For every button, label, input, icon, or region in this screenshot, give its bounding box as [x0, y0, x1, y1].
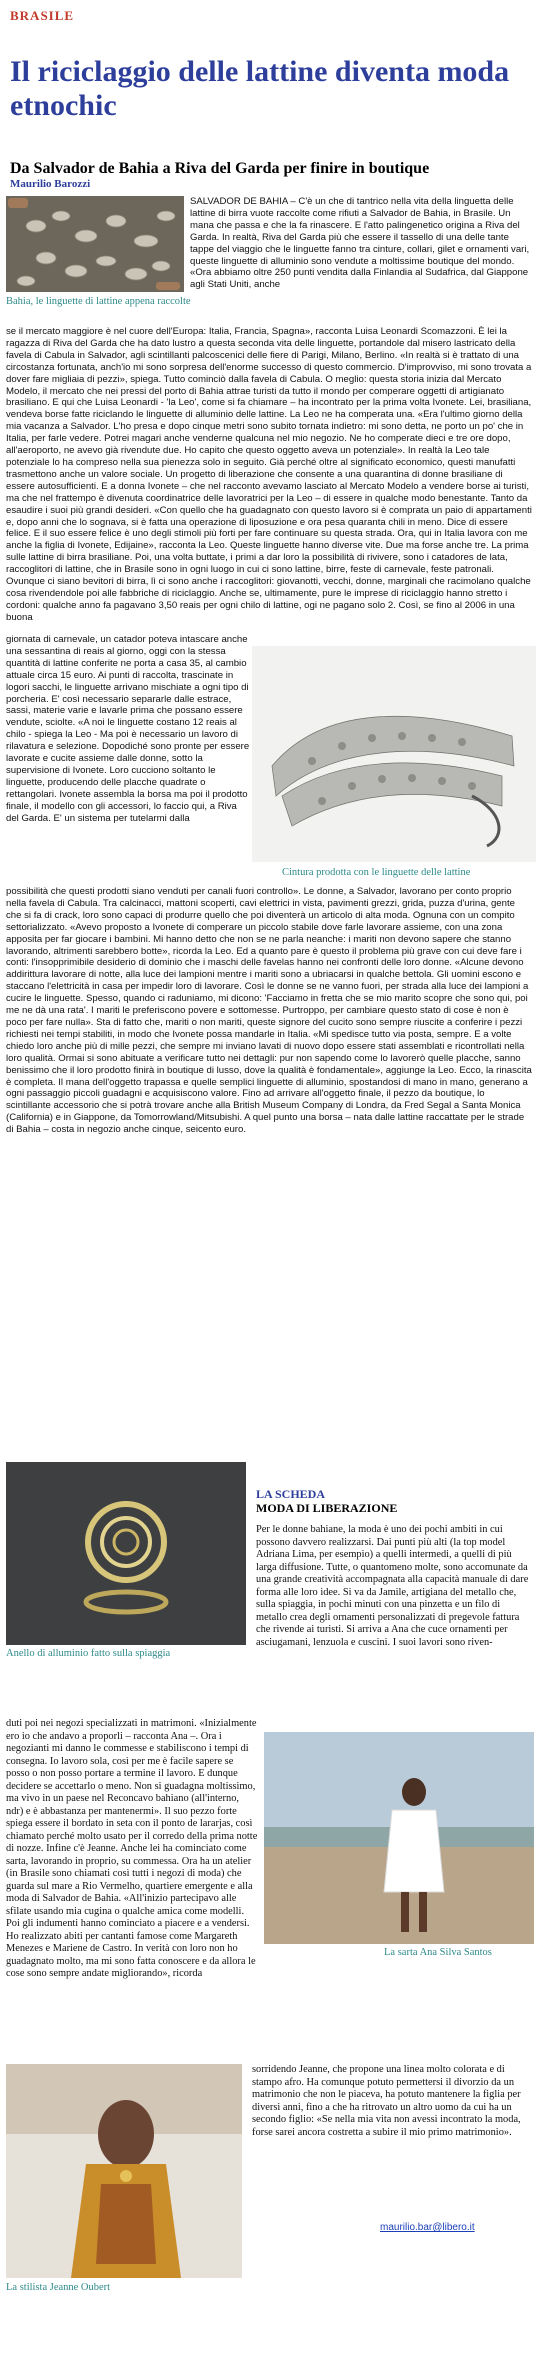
- article-body-2: [6, 634, 250, 884]
- photo-stilista-image: [6, 2064, 242, 2278]
- photo-stilista-caption: La stilista Jeanne Oubert: [6, 2282, 111, 2293]
- photo-tabs-pile-image: [6, 196, 184, 292]
- photo-belt-image: [252, 646, 536, 862]
- author-email-link[interactable]: maurilio.bar@libero.it: [380, 2222, 475, 2233]
- article-body-2-text: giornata di carnevale, un catador poteva intascare anche una sessantina di reais al giorno, oggi con la stessa quantità di lattine conferite ne porta a casa 35, al cambio attuale circa 15 euro. Ai punti di raccolta, trascinate in logori sacchi, le linguette arrivano mischiate a ogni tipo di porcheria. E' così necessario separarle dalle estrace, sassi, materie varie e lavarle prima che possano essere vendute, sciolte. «A noi le linguette costano 12 reais al chilo - spiega la Leo - Ma poi è necessario un lavoro di rilavatura e selezione. Dopodiché sono pronte per essere lavorate e cucite assieme dalle donne, sotto la supervisione di Ivonete. Loro cucciono soltanto le linguette, producendo delle placche quadrate o rettangolari. Ivonete assembla la borsa ma poi il prodotto finale, il modello con gli accessori, lo faccio qui, a Riva del Garda. E' un sistema per tutelarmi dalla: [6, 634, 250, 824]
- author-byline: Maurilio Barozzi: [10, 178, 91, 190]
- article-body-1-text: se il mercato maggiore è nel cuore dell'Europa: Italia, Francia, Spagna», racconta Luisa Leonardi Scomazzoni. È lei la ragazza di Riva del Garda che ha dato lustro a questa seconda vita delle linguette, portandole dal misero lastricato della favela di Cabula in Salvador, agli scintillanti palcoscenici delle fiere di Parigi, Milano, Berlino. «In realtà si è trattato di una circostanza fortunata, anch'io mi sono sorpresa dell'enorme successo di questo commercio. D'improvviso, mi sono trovata a dover fare migliaia di pezzi», spiega. Tutto cominciò dalla favela di Cabula. O meglio: questa storia inizia dal Mercato Modelo, il mercato che nei pressi del porto di Bahia attrae turisti da tutto il mondo per comperare oggetti di artigianato brasiliano. E qui che Luisa Leonardi - 'la Leo', come si fa chiamare – ha incontrato per la prima volta Ivonete. Lei, brasiliana, vendeva borse fatte riciclando le linguette di alluminio delle lattine. La Leo ne ha comperata una. «Era l'ultimo giorno della mia vacanza a Salvador. L'ho presa e dopo cinque metri sono subito tornata indietro: mi sono detta, ne porto un po' che in Italia, per farle vedere. Potrei magari anche venderne qualcuna nel mio negozio. Ne ho comperate dieci e tre ore dopo, all'aeroporto, ne avevo già rivendute due. Ho capito che questo oggetto aveva un potenziale». In realtà la Leo tale potenziale lo ha compreso nella sua pienezza solo in seguito. Già perché oltre al significato economico, questi manufatti trasmettono anche un valore sociale. Un progetto di liberazione che consente a una quarantina di donne brasiliane di essere autosufficienti. E a donna Ivonete – che nel racconto avevamo lasciato al Mercato Modelo a vendere borse ai turisti, ma che nel frattempo è divenuta coordinatrice delle lavoratrici per la Leo – di essere in qualche modo benestante. Tanto da esaudire i suoi più grandi desideri. «Con quello che ha guadagnato con questo lavoro si è comprata un paio di appartamenti e, dopo anni che lo sognava, si è fatta una operazione di liposuzione e ora pesa quaranta chili in meno. Dice di essere felice. E il suo essere felice è uno degli stimoli più forti per fare continuare su questa strada. Ora, qui in Italia lavora con me anche la figlia di Ivonete, Edijaine», racconta la Leo. Queste linguette hanno diverse vite. Due ma forse anche tre. La prima sulle lattine di birra brasiliane. Poi, una volta buttate, i primi a dar loro la possibilità di rivivere, sono i catadores de lata, raccoglitori di lattine, che in Brasile sono in ogni luogo in cui ci sono lattine, birre, feste di carnevale, feste patronali. Ovunque ci siano bevitori di birra, lì ci sono anche i raccoglitori: giovanotti, vecchi, donne, marginali che racimolano qualche cosa rivendendole poi alle fabbriche di riciclaggio. Anche se, ultimamente, pure le imprese di riciclaggio hanno stretto i cordoni: qualche anno fa pagavano 3,50 reais per ogni chilo di lattine, ogi ne pagano solo 2. Così, se fino al 2006 in una buona: [6, 326, 532, 623]
- section-label: BRASILE: [10, 8, 75, 23]
- photo-tabs-caption: Bahia, le linguette di lattine appena raccolte: [6, 296, 191, 307]
- scheda-col-right-text: Per le donne bahiane, la moda è uno dei pochi ambiti in cui possono davvero realizzarsi. Dai punti più alti (la top model Adriana Lima, per esempio) a quelli intermedi, a quelli di più larga diffusione. Tutte, o quantomeno molte, sono accomunate da una grande creatività accompagnata alla capacità manuale di dare forma alle loro idee. Si va da Jamile, artigiana del metallo che, sulla spiaggia, in pochi minuti con una pinzetta e un filo di metallo crea degli ornamenti personalizzati di pregevole fattura che rivende ai turisti. Si arriva a Ana che cuce ornamenti per asciugamani, lenzuola e cuscini. I suoi lavori sono riven-: [256, 1524, 529, 1648]
- scheda-title: MODA DI LIBERAZIONE: [256, 1501, 398, 1515]
- photo-sarta: [264, 1732, 534, 1944]
- photo-belt-caption: Cintura prodotta con le linguette delle lattine: [282, 867, 471, 878]
- scheda-bottom-right: [252, 2064, 534, 2214]
- photo-sarta-caption: La sarta Ana Silva Santos: [384, 1947, 492, 1958]
- scheda-label: LA SCHEDA: [256, 1487, 326, 1501]
- article-body-1: [6, 326, 532, 632]
- photo-belt: [252, 646, 536, 862]
- scheda-bottom-right-text: sorridendo Jeanne, che propone una linea molto colorata e di stampo afro. Ha comunque potuto permettersi il divorzio da un matrimonio che non le piaceva, ha potuto mantenere la figlia per diversi anni, fino a che ha ritrovato un altro uomo da cui ha un secondo figlio: «Se nella mia vita non avessi incontrato la moda, forse sarei ancora costretta a subire il mio primo matrimonio».: [252, 2064, 521, 2138]
- page-title: Il riciclaggio delle lattine diventa moda etnochic: [10, 55, 510, 122]
- article-lead-column: [190, 196, 530, 322]
- scheda-col-left: [6, 1718, 258, 2064]
- scheda-col-left-text: duti poi nei negozi specializzati in matrimoni. «Inizialmente ero io che andavo a proporli – racconta Ana –. Ora i negozianti mi danno le commesse e stabiliscono i tempi di consegna. Io lavoro sola, così per me è facile sapere se posso o non posso portare a termine il lavoro. E dunque decidere se accettarlo o meno. Non si guadagna moltissimo, ma vivo in un paese nel Reconcavo bahiano (all'interno, ndr) e è abbastanza per mantenermi». Il suo pezzo forte spiega essere il bordato in seta con il ponto de lararjas, così chiamato perché molto usato per il corredo della prima notte di nozze. Infine c'è Jeanne. Anche lei ha cominciato come sarta, lavorando in proprio, su commessa. Ora ha un atelier (in Brasile sono chiamati così tutti i negozi di moda) che guarda sul mare a Rio Vermelho, quartiere emergente e alla moda di Salvador de Bahia. «All'inizio partecipavo alle sfilate usando mia cugina o qualche amica come modelli. Poi gli indumenti hanno cominciato a piacere e a vendersi. Ho realizzato abiti per cantanti famose come Margareth Menezes e Mariene de Castro. In verità con loro non ho guadagnato molto, ma mi sono fatta conoscere e da allora le cose sono sempre andate migliorando», ricorda: [6, 1718, 258, 1979]
- photo-ring: [6, 1462, 246, 1645]
- photo-ring-caption: Anello di alluminio fatto sulla spiaggia: [6, 1648, 171, 1659]
- article-body-3: [6, 886, 532, 1430]
- scheda-col-right: [256, 1524, 532, 1724]
- photo-ring-image: [6, 1462, 246, 1645]
- article-body-3-text: possibilità che questi prodotti siano venduti per canali fuori controllo». Le donne, a Salvador, lavorano per conto proprio nella favela di Cabula. Tra calcinacci, mattoni scoperti, cavi elettrici in vista, pavimenti grezzi, grida, puzza d'urina, gente che si fa di crack, loro sono capaci di produrre quello che poi diventerà un articolo di alta moda. Ognuna con un compito settorializzato. «Avevo proposto a Ivonete di comperare un piccolo stabile dove farle lavorare assieme, con una zona apposita per far giocare i bambini. Mi hanno detto che non se ne parla neanche: i mariti non devono sapere che stanno lavorando, altrimenti sarebbero botte», ricorda la Leo. Ed a quanto pare è questo il problema più grave con cui deve fare i conti: l'insopprimibile desiderio di dominio che i maschi delle favelas hanno nei confronti delle loro donne. «Alcune devono addirittura lavorare di notte, alla luce dei lampioni mentre i mariti sono a ubriacarsi in qualche bettola. Gli uomini escono e staccano l'elettricità in casa per impedir loro di lavorare. Così le donne se ne vanno fuori, per strada alla luce dei lampioni a cucire le linguette. Spesso, quando ci raduniamo, mi dicono: 'Facciamo in fretta che se mio marito scopre che sono qui, poi me ne dà una rata'. I mariti le preferiscono povere e sottomesse. Purtroppo, per cambiare questo stato di cose è non è poco per fare nulla». Sta di fatto che, mariti o non mariti, queste signore del cucito sono sempre riuscite a conferire i pezzi richiesti nei tempi stabiliti, in modo che Ivonete possa mandarle in Italia. «Mi spedisce tutto via posta, sempre. E a volte chiedo loro anche più di mille pezzi, che sempre mi inviano lavati di nuovo dopo essere stati assemblati e ricontrollati nella loro qualità. Ormai si sono abituate a verificare tutto nei dettagli: pur non sapendo come lo lavorerò quelle placche, sanno benissimo che il loro prodotto finirà in boutique di lusso, dove la qualità è fondamentale», aggiunge la Leo. Ecco, la rinascita è completa. Il mana dell'oggetto trapassa e quelle semplici linguette di alluminio, spostandosi di mano in mano, generano a ogni passaggio piccoli guadagni e acquisiscono valore. Fino ad arrivare all'oggetto finale, il pezzo da boutique, lo scintillante accessorio che si potrà trovare anche alla British Museum Company di Londra, da Fred Segal a Santa Monica (California) e in Giappone, da Tomorrowland/Mitsubishi. A quel punto una borsa – nata dalle lattine raccattate per le strade di Bahia – costa in negozio anche cinque, seicento euro.: [6, 886, 532, 1136]
- photo-tabs-pile: [6, 196, 184, 292]
- photo-sarta-image: [264, 1732, 534, 1944]
- article-subtitle: Da Salvador de Bahia a Riva del Garda per finire in boutique: [10, 160, 430, 177]
- photo-stilista: [6, 2064, 242, 2278]
- article-lead-text: SALVADOR DE BAHIA – C'è un che di tantrico nella vita della linguetta delle lattine di birra vuote raccolte come rifiuti a Salvador de Bahia, in Brasile. Un mana che passa e che la fa rinascere. E l'atto palingenetico origina a Riva del Garda. In realtà, Riva del Garda più che essere il tassello di una delle tante tappe del viaggio che le linguette fanno tra cinture, collari, gilet e ornamenti vari, queste linguette di alluminio sono vendute a moltissime boutique del mondo. «Ora abbiamo oltre 250 punti vendita dalla Finlandia al Sudafrica, dal Giappone agli Stati Uniti, anche: [190, 196, 530, 291]
